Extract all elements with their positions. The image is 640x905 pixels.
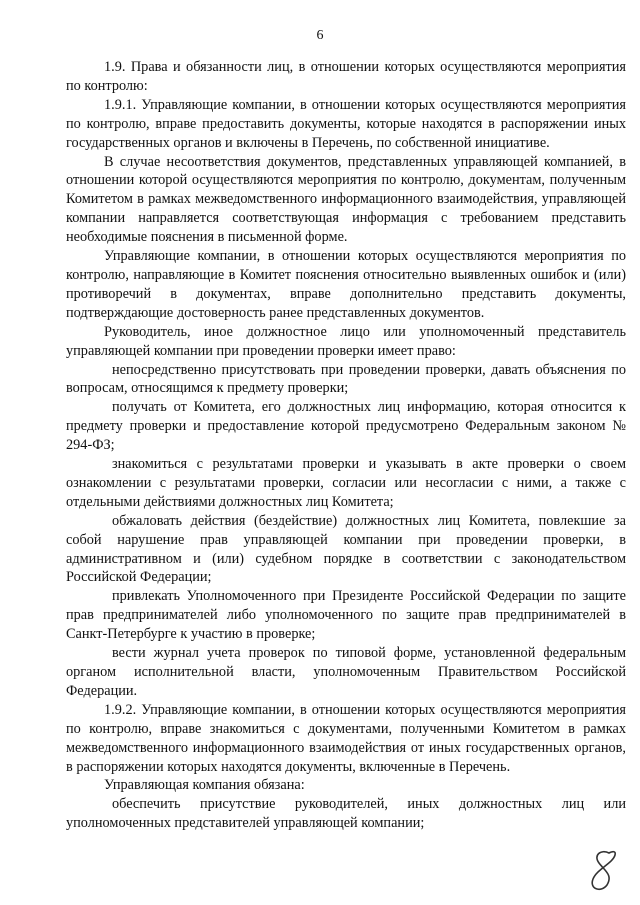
handwritten-page-mark [583,845,623,895]
paragraph-obligations-intro: Управляющая компания обязана: [104,777,305,794]
right-appeal: обжаловать действия (бездействие) должностных лиц Комитета, повлекшие за собой нарушение прав управляющей компании при проведении проверки, в административном и (или) судебном порядке в соответствии с законодательством Российской Федерации; [66,512,626,586]
right-keep-journal: вести журнал учета проверок по типовой форме, установленной федеральным органом исполнительной власти, уполномоченным Правительством Российской Федерации. [66,645,626,699]
right-review-results: знакомиться с результатами проверки и указывать в акте проверки о своем ознакомлении с результатами проверки, согласии или несогласии с ними, а также с отдельными действиями должностных лиц Комитета; [66,456,626,510]
page-number: 6 [316,28,324,43]
right-involve-ombudsman: привлекать Уполномоченного при Президенте Российской Федерации по защите прав предпринимателей либо уполномоченного по защите прав предпринимателей в Санкт-Петербурге к участию в проверке; [66,588,626,643]
right-receive-info: получать от Комитета, его должностных лиц информацию, которая относится к предмету проверки и предоставление которой предусмотрено Федеральным законом № 294-ФЗ; [66,399,626,454]
paragraph-mismatch: В случае несоответствия документов, представленных управляющей компанией, в отношении которой осуществляются мероприятия по контролю, документам, полученным Комитетом в рамках межведомственного информационного взаимодействия, управляющей компании направляется соответствующая информация с требованием представить необходимые пояснения в письменной форме. [66,153,626,246]
paragraph-1-9-1: 1.9.1. Управляющие компании, в отношении которых осуществляются мероприятия по контролю, вправе предоставить документы, которые находятся в распоряжении иных государственных органов и включены в Перечень, по собственной инициативе. [66,96,626,151]
paragraph-1-9-2: 1.9.2. Управляющие компании, в отношении которых осуществляются мероприятия по контролю, вправе знакомиться с документами, полученными Комитетом в рамках межведомственного информационного взаимодействия от иных государственных органов, в распоряжении которых находятся документы, включенные в Перечень. [66,701,626,775]
document-body [66,58,626,833]
obligation-ensure-presence: обеспечить присутствие руководителей, иных должностных лиц или уполномоченных представителей управляющей компании; [66,796,626,832]
right-attend: непосредственно присутствовать при проведении проверки, давать объяснения по вопросам, относящимся к предмету проверки; [66,361,626,397]
paragraph-1-9: 1.9. Права и обязанности лиц, в отношении которых осуществляются мероприятия по контролю: [66,59,626,94]
paragraph-explanations: Управляющие компании, в отношении которых осуществляются мероприятия по контролю, направляющие в Комитет пояснения относительно выявленных ошибок и (или) противоречий в документах, вправе дополнительно представить документы, подтверждающие достоверность ранее представленных документов. [66,248,626,321]
paragraph-rights-intro: Руководитель, иное должностное лицо или уполномоченный представитель управляющей компании при проведении проверки имеет право: [66,323,626,359]
